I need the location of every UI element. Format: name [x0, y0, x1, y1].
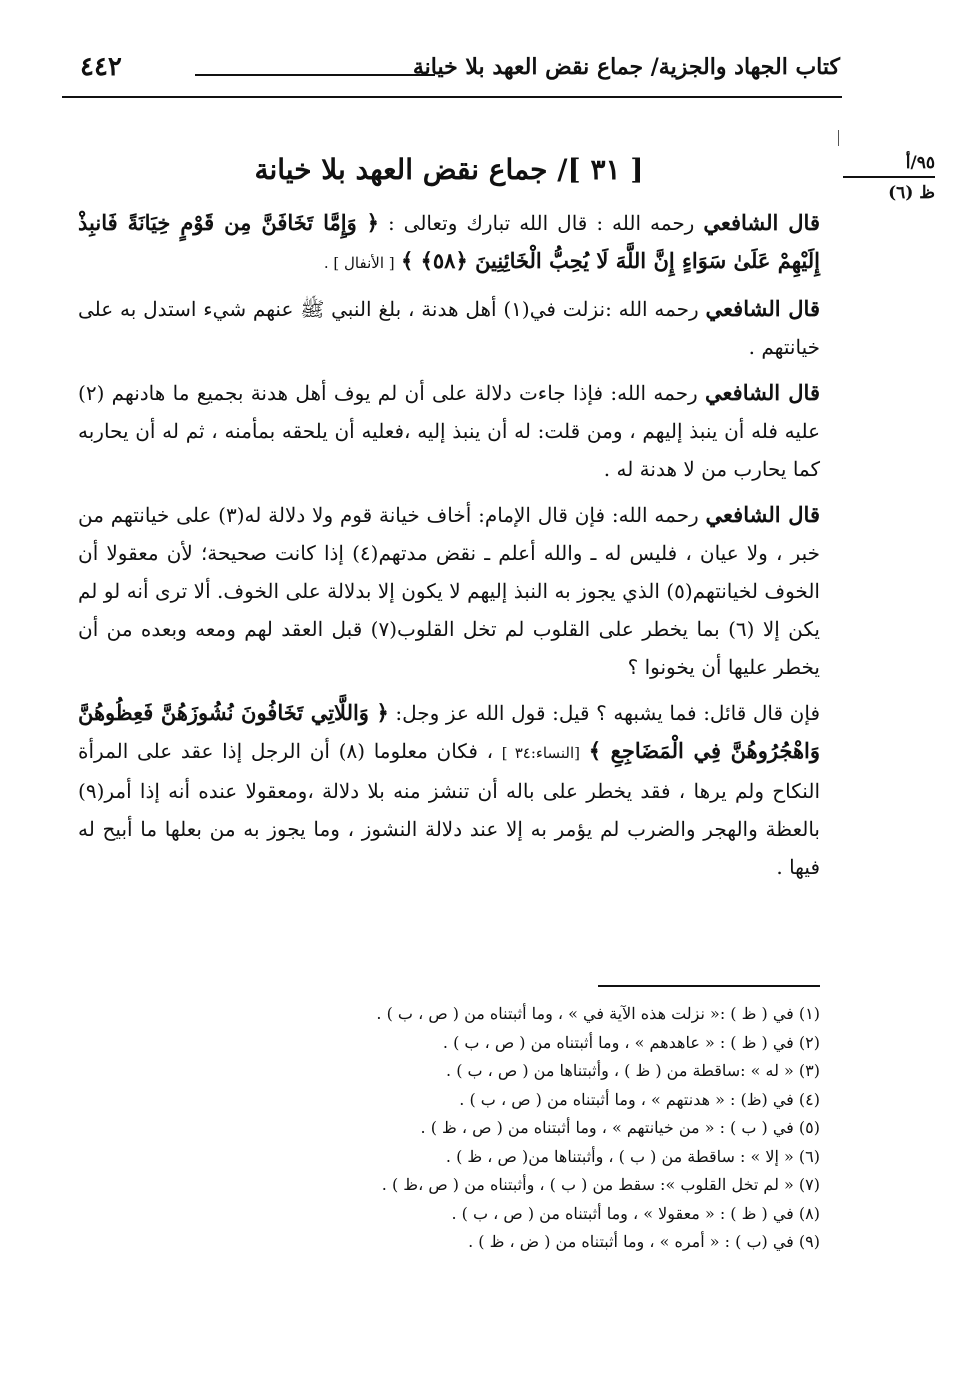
paragraph [78, 290, 820, 366]
paragraph-text: رحمه الله : قال الله تبارك وتعالى : [387, 211, 695, 235]
verse-source: [النساء:٣٤ ] [501, 744, 581, 762]
running-header [80, 44, 840, 88]
paragraph [78, 694, 820, 886]
manuscript-ref-zah: ظ (٦) [888, 183, 935, 203]
main-text [78, 150, 820, 894]
paragraph-text: رحمه الله: فإذا جاءت دلالة على أن لم يوف أهل هدنة بجميع ما هادنهم (٢) عليه فله أن ينبذ إليهم ، ومن قلت: له أن ينبذ إليه ،فعليه أن يلحقه بمأمنه ، ثم له أن يحاربه كما يحارب من لا هدنة له . [78, 381, 820, 481]
footnote: (٩) في (ب ) : « أمره » ، وما أثبتناه من ( ض ، ظ ) . [468, 1232, 820, 1251]
paragraph-text-continued: ، فكان معلوما (٨) أن الرجل إذا عقد على المرأة النكاح ولم يرها ، فقد يخطر على باله أن تنشز منه بلا دلالة ،ومعقولا عنده أنه إذا أمر(٩) بالعظة والهجر والضرب لم يؤمر به إلا عند دلالة النشوز ، وما يجوز به من بعلها ما أبيح له فيها . [78, 739, 820, 879]
footnotes [300, 1000, 820, 1257]
header-bottom-rule [62, 96, 842, 98]
verse-source: [ الأنفال ] . [323, 254, 395, 272]
quran-verse: ﴿ وَإِمَّا تَخَافَنَّ مِن قَوْمٍ خِيَانَةً فَانبِذْ إِلَيْهِمْ عَلَىٰ سَوَاءٍ إِنَّ اللَّهَ لَا يُحِبُّ الْخَائِنِينَ ﴿٥٨﴾ ﴾ [78, 210, 820, 273]
paragraph [78, 204, 820, 282]
footnote-rule [598, 985, 820, 987]
footnote: (٧) « لم تخل القلوب »: سقط من ( ب ) ، وأثبتناه من ( ص ،ظ ) . [381, 1175, 820, 1194]
paragraph [78, 496, 820, 686]
header-rule [195, 74, 435, 76]
speaker: قال الشافعي [703, 210, 820, 235]
manuscript-ref-folio: ٩٥/أ [843, 152, 935, 178]
margin-reference [843, 152, 935, 204]
paragraph-text: رحمه الله: فإن قال الإمام: أخاف خيانة قوم ولا دلالة له(٣) على خيانتهم من خبر ، ولا عيان ، فليس له ـ والله أعلم ـ نقض مدتهم(٤) إذا كانت صحيحة؛ لأن معقولا أن الخوف لخيانتهم(٥) الذي يجوز به النبذ إليهم لا يكون إلا بدلالة على الخوف. ألا ترى أنه لو لم يكن إلا (٦) بما يخطر على القلوب لم تخل القلوب(٧) قبل العقد لهم ومعه وبعده من أن يخطر عليها أن يخونوا ؟ [78, 503, 820, 679]
running-title: كتاب الجهاد والجزية/ جماع نقض العهد بلا خيانة [412, 54, 840, 80]
quran-verse: ﴿ وَاللَّاتِي تَخَافُونَ نُشُوزَهُنَّ فَعِظُوهُنَّ وَاهْجُرُوهُنَّ فِي الْمَضَاجِعِ ﴾ [78, 700, 821, 763]
footnote: (١) في ( ظ ) :« نزلت هذه الآية في » ، وما أثبتناه من ( ص ، ب ) . [376, 1004, 820, 1023]
footnote: (٥) في ( ب ) : « من خيانتهم » ، وما أثبتناه من ( ص ، ظ ) . [420, 1118, 820, 1137]
footnote: (٢) في ( ظ ) : « عاهدهم » ، وما أثبتناه من ( ص ، ب ) . [442, 1032, 820, 1052]
paragraph-text: فإن قال قائل: فما يشبهه ؟ قيل: قول الله عز وجل: [395, 701, 821, 725]
paragraph-text: رحمه الله :نزلت في(١) أهل هدنة ، بلغ النبي ﷺ عنهم شيء استدل به على خيانتهم . [78, 297, 820, 359]
page-number: ٤٤٢ [80, 52, 122, 82]
margin-tick-mark [838, 130, 839, 146]
footnote: (٤) في (ظ) : « هدنتهم » ، وما أثبتناه من ( ص ، ب ) . [459, 1089, 820, 1109]
speaker: قال الشافعي [705, 502, 820, 527]
paragraph [78, 374, 820, 488]
footnote: (٦) « إلا » : ساقطة من ( ب ) ، وأثبتناها من( ص ، ظ ) . [445, 1146, 820, 1166]
chapter-title: [ ٣١ ]/ جماع نقض العهد بلا خيانة [254, 153, 644, 186]
footnote: (٨) في ( ظ ) : « معقولا » ، وما أثبتناه من ( ص ، ب ) . [451, 1203, 820, 1223]
speaker: قال الشافعي [705, 296, 820, 321]
footnote: (٣) « له » :ساقطة من ( ظ ) ، وأثبتناها من ( ص ، ب ) . [446, 1061, 820, 1080]
speaker: قال الشافعي [705, 380, 820, 405]
